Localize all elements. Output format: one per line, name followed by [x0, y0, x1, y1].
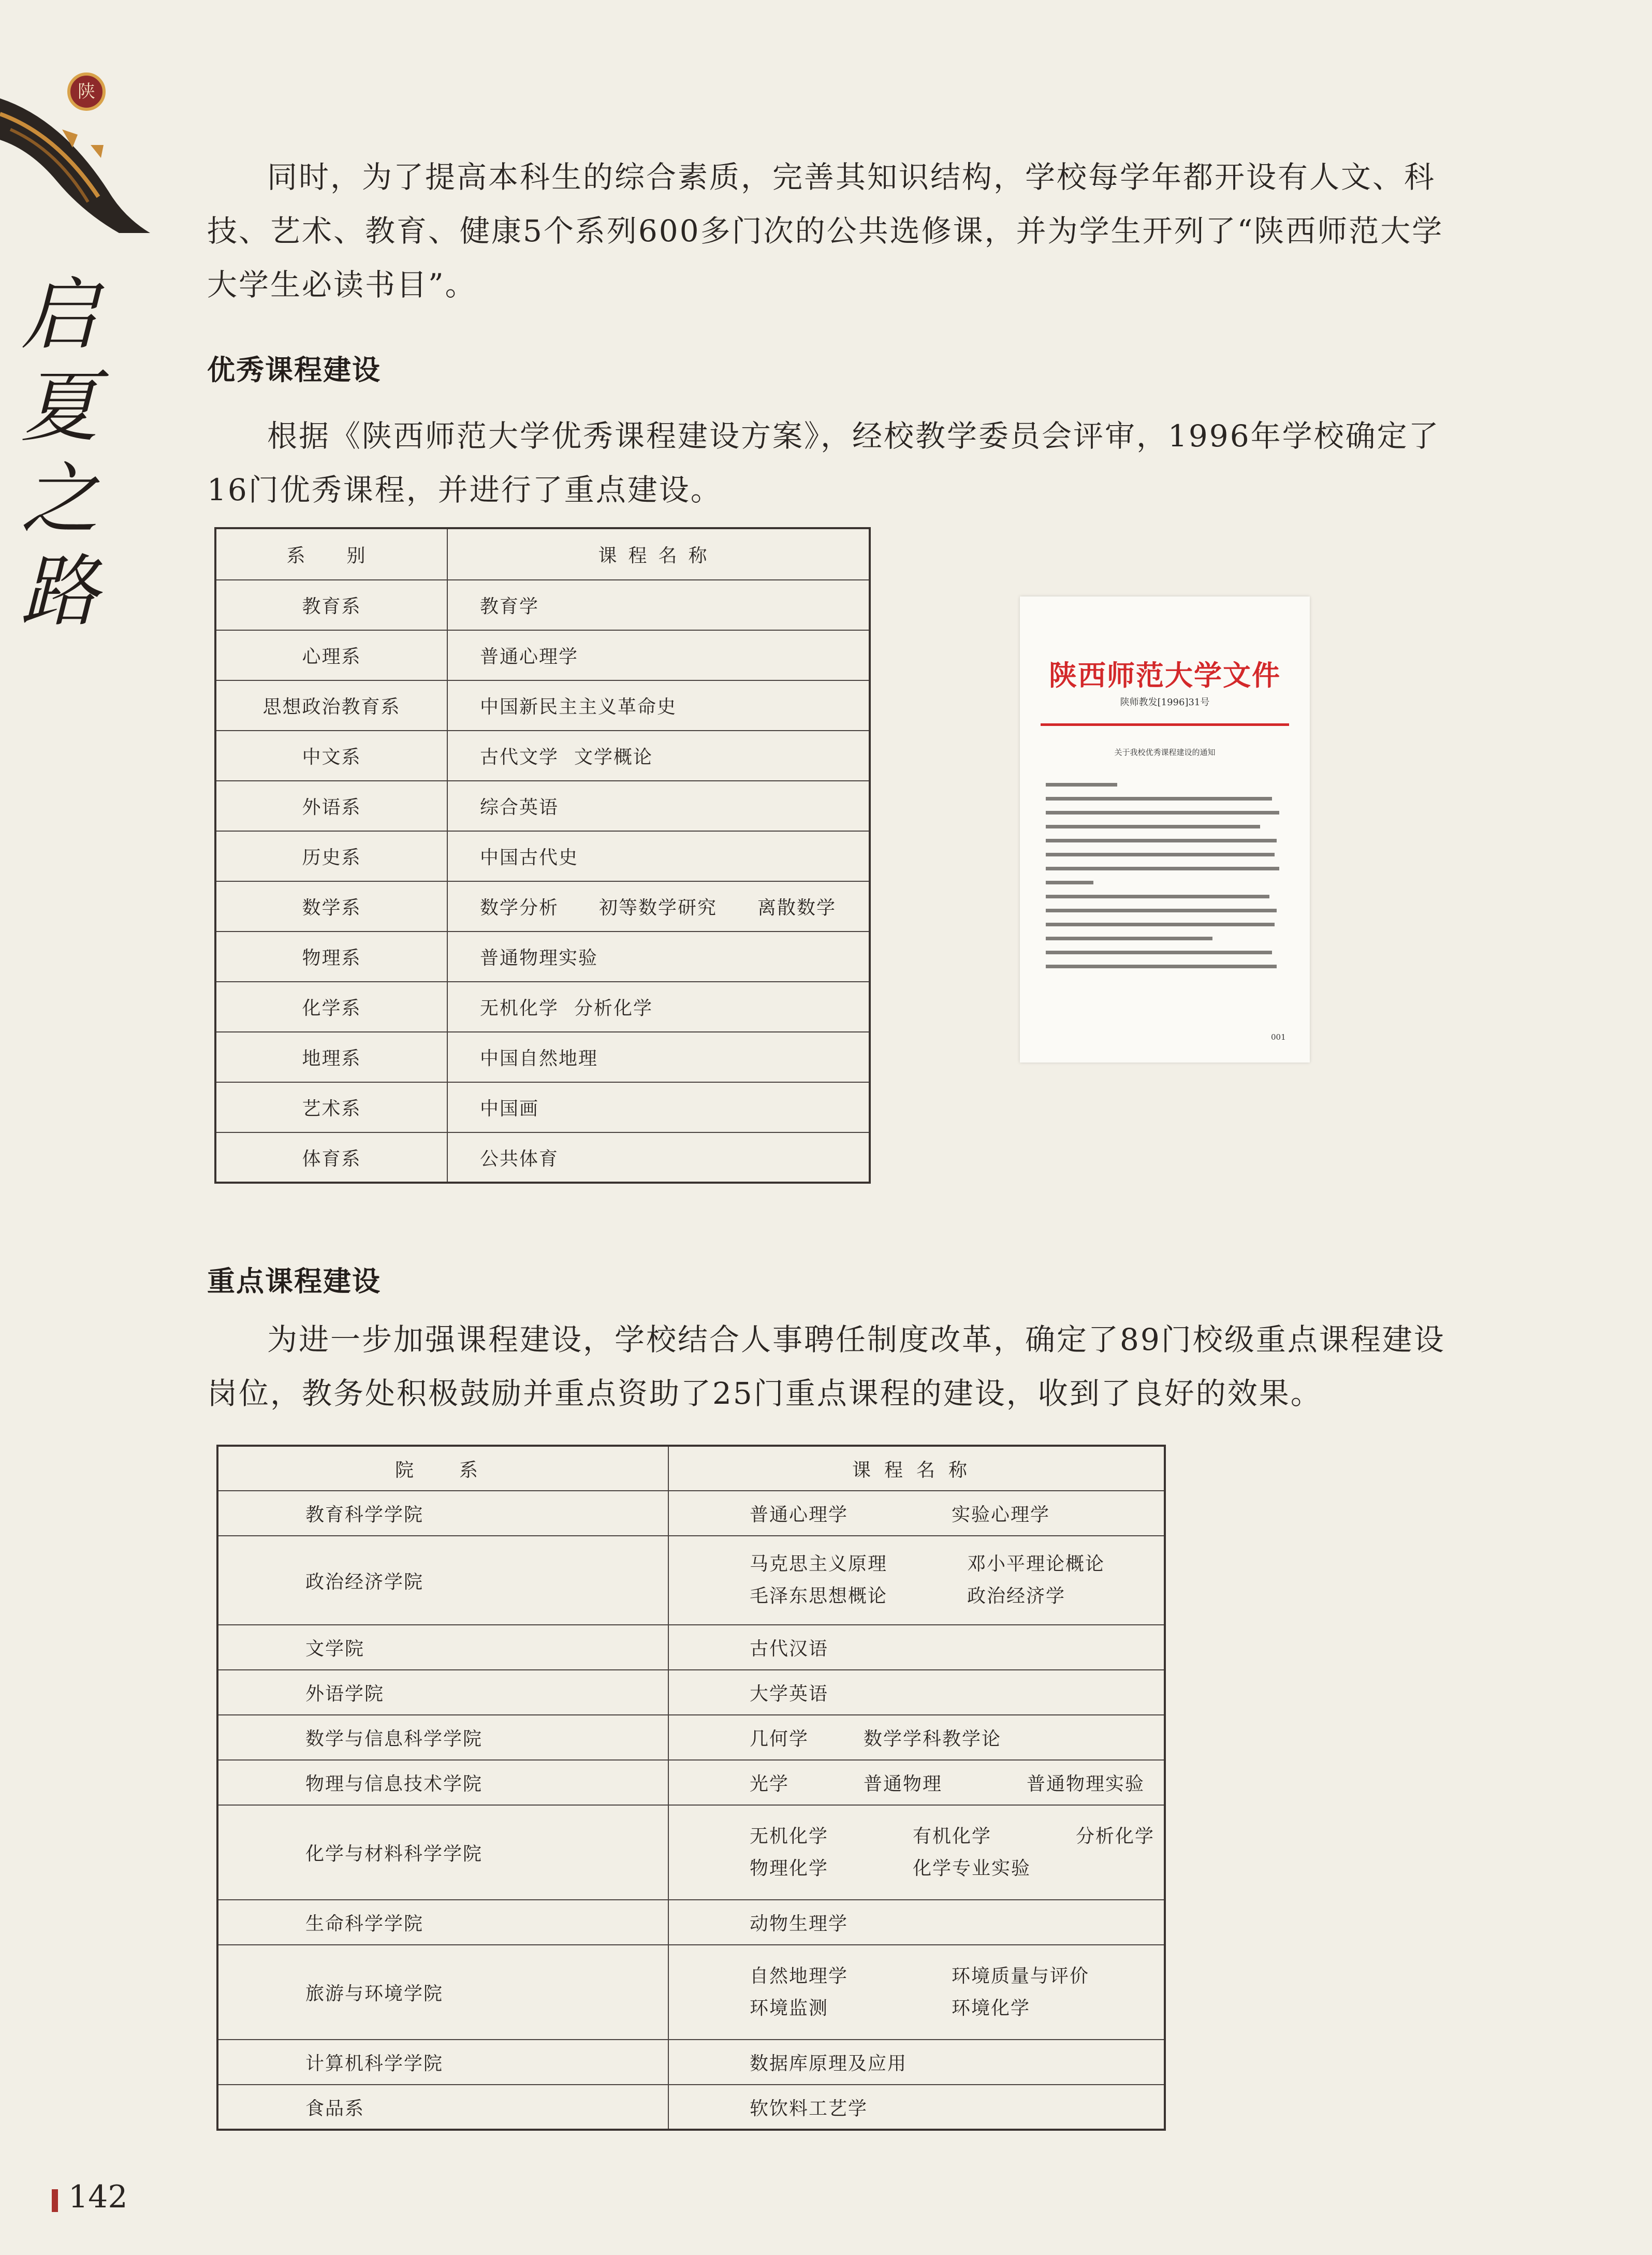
course-name: 毛泽东思想概论 [750, 1585, 888, 1607]
course-cell [447, 1032, 870, 1082]
dept-cell: 艺术系 [215, 1082, 447, 1132]
course-cell [447, 982, 870, 1032]
course-cell [447, 781, 870, 831]
dept-cell: 中文系 [215, 731, 447, 781]
course-name: 有机化学 [913, 1825, 992, 1847]
course-name: 化学专业实验 [913, 1857, 1031, 1879]
course-cell [447, 932, 870, 982]
table-row [215, 580, 870, 630]
course-cell [447, 630, 870, 680]
document-number: 陕师教发[1996]31号 [1120, 697, 1210, 708]
course-cell [447, 731, 870, 781]
table-row [217, 1945, 1165, 2040]
course-name: 自然地理学 [750, 1965, 849, 1987]
course-name: 数据库原理及应用 [750, 2053, 908, 2074]
table-row [215, 881, 870, 932]
table-row [217, 1715, 1165, 1760]
table-header-row [215, 528, 870, 580]
dept-cell: 教育科学学院 [217, 1491, 668, 1536]
course-name: 实验心理学 [952, 1504, 1050, 1525]
table-row [215, 932, 870, 982]
course-name: 分析化学 [574, 998, 653, 1019]
table-row [217, 1760, 1165, 1805]
course-name: 光学 [750, 1773, 790, 1795]
dept-cell: 数学系 [215, 881, 447, 932]
table-header-row [217, 1446, 1165, 1491]
course-cell [668, 2040, 1165, 2085]
course-name: 普通物理实验 [480, 948, 598, 969]
table-row [215, 781, 870, 831]
course-name: 文学概论 [574, 747, 653, 768]
course-name: 无机化学 [480, 998, 559, 1019]
course-name: 几何学 [750, 1728, 809, 1750]
course-name: 初等数学研究 [599, 897, 718, 919]
table-row [217, 2085, 1165, 2130]
dept-cell: 计算机科学学院 [217, 2040, 668, 2085]
table-row [217, 1625, 1165, 1670]
official-document-image [1020, 597, 1310, 1063]
course-cell [447, 1132, 870, 1183]
document-red-rule [1041, 723, 1289, 726]
dept-cell: 思想政治教育系 [215, 680, 447, 731]
course-cell [447, 831, 870, 881]
course-name: 邓小平理论概论 [967, 1553, 1105, 1575]
column-header: 课程名称 [668, 1446, 1165, 1491]
course-name: 物理化学 [750, 1857, 829, 1879]
table-row [215, 1132, 870, 1183]
course-name: 大学英语 [750, 1683, 829, 1705]
course-name: 无机化学 [750, 1825, 829, 1847]
vertical-title-char: 路 [20, 547, 98, 637]
table-row [217, 1536, 1165, 1625]
course-name: 教育学 [480, 596, 539, 617]
table-row [215, 630, 870, 680]
table-row [215, 731, 870, 781]
course-name: 中国画 [480, 1098, 539, 1119]
table-row [215, 831, 870, 881]
dept-cell: 文学院 [217, 1625, 668, 1670]
course-name: 公共体育 [480, 1148, 559, 1170]
course-cell [668, 1670, 1165, 1715]
page-number: 142 [68, 2179, 128, 2215]
course-name: 中国新民主主义革命史 [480, 696, 677, 718]
dept-cell: 教育系 [215, 580, 447, 630]
table-row [217, 1805, 1165, 1900]
course-cell [668, 1536, 1165, 1625]
key-courses-table [216, 1445, 1166, 2131]
course-name: 软饮料工艺学 [750, 2098, 868, 2119]
course-name: 数学分析 [480, 897, 559, 919]
course-cell [668, 1900, 1165, 1945]
course-name: 古代汉语 [750, 1638, 829, 1660]
table-row [215, 1032, 870, 1082]
section1-heading: 优秀课程建设 [207, 354, 381, 386]
dept-cell: 政治经济学院 [217, 1536, 668, 1625]
course-name: 普通心理学 [750, 1504, 849, 1525]
dept-cell: 化学与材料科学学院 [217, 1805, 668, 1900]
dept-cell: 外语系 [215, 781, 447, 831]
school-badge-icon: 陕 [67, 72, 106, 111]
column-header: 课程名称 [447, 528, 870, 580]
course-name: 马克思主义原理 [750, 1553, 888, 1575]
course-cell [668, 1805, 1165, 1900]
course-name: 古代文学 [480, 747, 559, 768]
table-row [215, 1082, 870, 1132]
course-cell [447, 881, 870, 932]
course-name: 政治经济学 [967, 1585, 1066, 1607]
section2-paragraph: 为进一步加强课程建设，学校结合人事聘任制度改革，确定了89门校级重点课程建设岗位，教务处积极鼓励并重点资助了25门重点课程的建设，收到了良好的效果。 [207, 1322, 1445, 1411]
table-row [217, 1491, 1165, 1536]
dept-cell: 心理系 [215, 630, 447, 680]
course-cell [668, 1491, 1165, 1536]
course-name: 普通物理 [864, 1773, 943, 1795]
column-header: 院 系 [217, 1446, 668, 1491]
table-row [215, 982, 870, 1032]
dept-cell: 食品系 [217, 2085, 668, 2130]
course-name: 环境监测 [750, 1997, 829, 2019]
section1-paragraph: 根据《陕西师范大学优秀课程建设方案》，经校教学委员会评审，1996年学校确定了16门优秀课程，并进行了重点建设。 [207, 418, 1440, 507]
course-name: 环境质量与评价 [952, 1965, 1090, 1987]
table-row [217, 1900, 1165, 1945]
vertical-title-char: 之 [20, 455, 98, 545]
column-header: 系 别 [215, 528, 447, 580]
course-name: 中国自然地理 [480, 1048, 598, 1069]
course-name: 数学学科教学论 [864, 1728, 1002, 1750]
course-name: 分析化学 [1076, 1825, 1155, 1847]
intro-paragraph: 同时，为了提高本科生的综合素质，完善其知识结构，学校每学年都开设有人文、科技、艺术、教育、健康5个系列600多门次的公共选修课，并为学生开列了“陕西师范大学大学生必读书目”。 [207, 159, 1444, 302]
table-row [217, 1670, 1165, 1715]
course-cell [447, 580, 870, 630]
dept-cell: 历史系 [215, 831, 447, 881]
table-row [217, 2040, 1165, 2085]
excellent-courses-table [214, 527, 871, 1184]
course-cell [668, 2085, 1165, 2130]
course-cell [447, 1082, 870, 1132]
document-body-text [1046, 783, 1284, 979]
dept-cell: 化学系 [215, 982, 447, 1032]
document-title: 陕西师范大学文件 [1049, 659, 1281, 692]
dept-cell: 地理系 [215, 1032, 447, 1082]
dept-cell: 物理系 [215, 932, 447, 982]
course-name: 普通心理学 [480, 646, 579, 667]
course-name: 环境化学 [952, 1997, 1031, 2019]
vertical-title-char: 夏 [20, 362, 98, 453]
course-cell [668, 1760, 1165, 1805]
document-subtitle: 关于我校优秀课程建设的通知 [1114, 748, 1216, 757]
document-page-number: 001 [1271, 1032, 1286, 1042]
dept-cell: 外语学院 [217, 1670, 668, 1715]
table-row [215, 680, 870, 731]
dept-cell: 体育系 [215, 1132, 447, 1183]
page-number-marker [52, 2189, 58, 2212]
dept-cell: 数学与信息科学学院 [217, 1715, 668, 1760]
dept-cell: 生命科学学院 [217, 1900, 668, 1945]
vertical-title-char: 启 [20, 270, 98, 360]
course-name: 离散数学 [757, 897, 837, 919]
dept-cell: 物理与信息技术学院 [217, 1760, 668, 1805]
course-name: 中国古代史 [480, 847, 579, 868]
course-cell [668, 1715, 1165, 1760]
course-cell [668, 1945, 1165, 2040]
course-name: 综合英语 [480, 797, 559, 818]
section2-heading: 重点课程建设 [207, 1265, 381, 1298]
course-cell [668, 1625, 1165, 1670]
course-cell [447, 680, 870, 731]
dept-cell: 旅游与环境学院 [217, 1945, 668, 2040]
course-name: 普通物理实验 [1027, 1773, 1145, 1795]
course-name: 动物生理学 [750, 1913, 849, 1934]
vertical-title [16, 269, 104, 638]
